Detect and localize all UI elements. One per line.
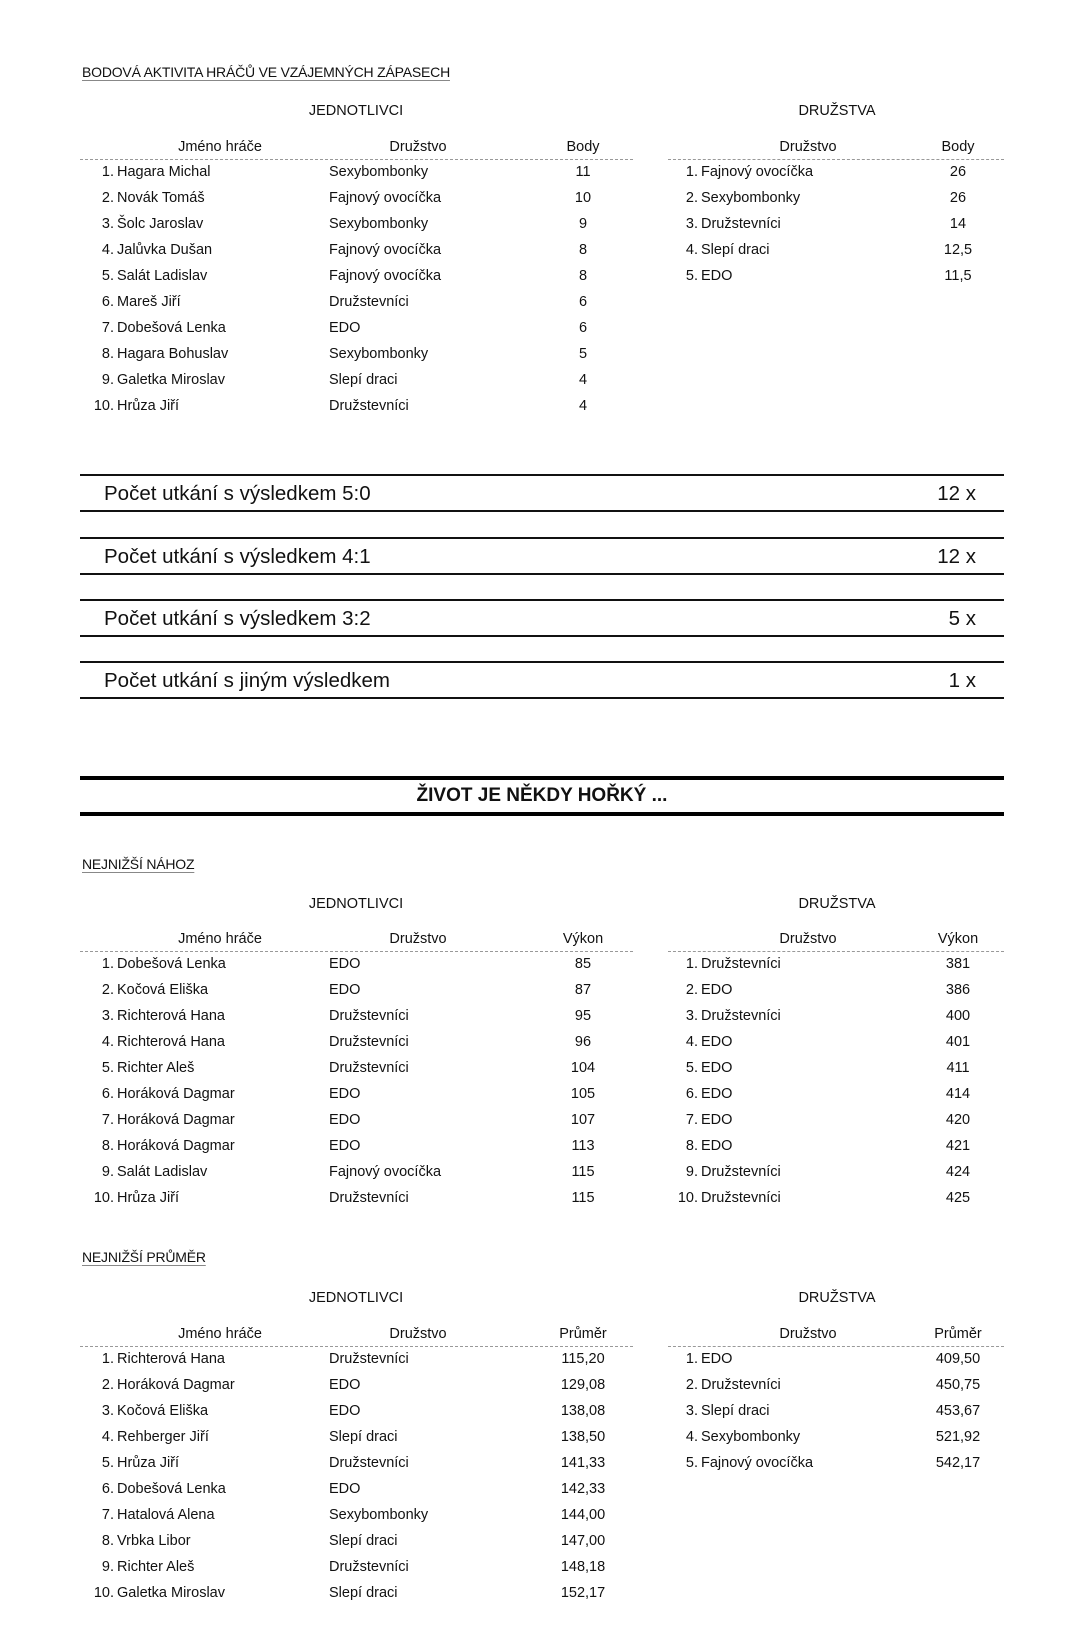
banner-title: ŽIVOT JE NĚKDY HOŘKÝ ... <box>416 785 668 806</box>
table-row <box>80 1477 633 1503</box>
table-row <box>80 1004 633 1030</box>
row-rank: 1. <box>101 956 114 972</box>
table-row <box>668 1082 1004 1108</box>
row-team: Družstevníci <box>329 1034 409 1050</box>
row-team: Družstevníci <box>701 956 781 972</box>
row-rank: 9. <box>685 1164 698 1180</box>
row-value: 115,20 <box>561 1351 605 1367</box>
row-rank: 1. <box>101 164 114 180</box>
teams-points-table <box>668 135 1004 290</box>
table-row <box>80 1425 633 1451</box>
table-row <box>668 1134 1004 1160</box>
row-player-name: Dobešová Lenka <box>117 1481 226 1497</box>
table-row <box>80 186 633 212</box>
row-value: 85 <box>574 956 592 972</box>
header-team: Družstvo <box>779 1326 837 1342</box>
row-team: Družstevníci <box>701 216 781 232</box>
table-row <box>668 1056 1004 1082</box>
row-rank: 2. <box>685 982 698 998</box>
table-header <box>668 135 1004 160</box>
table-row <box>668 1373 1004 1399</box>
row-value: 10 <box>574 190 592 206</box>
table-row <box>80 1399 633 1425</box>
table-row <box>80 290 633 316</box>
table-row <box>668 952 1004 978</box>
row-player-name: Šolc Jaroslav <box>117 216 204 232</box>
table-row <box>80 238 633 264</box>
row-rank: 6. <box>101 1481 114 1497</box>
row-value: 409,50 <box>935 1351 981 1367</box>
row-rank: 7. <box>101 320 114 336</box>
table-row <box>80 1555 633 1581</box>
row-value: 87 <box>574 982 592 998</box>
row-player-name: Richterová Hana <box>117 1034 225 1050</box>
row-player-name: Vrbka Libor <box>117 1533 191 1549</box>
result-label: Počet utkání s výsledkem 5:0 <box>104 482 371 505</box>
row-rank: 4. <box>685 1034 698 1050</box>
row-value: 11 <box>575 164 591 180</box>
row-rank: 8. <box>685 1138 698 1154</box>
row-team: Sexybombonky <box>701 190 801 206</box>
row-rank: 8. <box>101 346 114 362</box>
row-rank: 2. <box>101 982 114 998</box>
row-player-name: Hatalová Alena <box>117 1507 215 1523</box>
row-rank: 3. <box>685 1403 698 1419</box>
row-player-name: Richterová Hana <box>117 1008 225 1024</box>
row-value: 4 <box>578 372 588 388</box>
row-rank: 1. <box>685 1351 698 1367</box>
table-row <box>668 212 1004 238</box>
table-row <box>80 1581 633 1607</box>
row-team: Fajnový ovocíčka <box>329 190 442 206</box>
row-player-name: Kočová Eliška <box>117 1403 209 1419</box>
row-team: EDO <box>701 1034 733 1050</box>
row-rank: 6. <box>685 1086 698 1102</box>
row-value: 450,75 <box>935 1377 981 1393</box>
table-row <box>668 1108 1004 1134</box>
row-rank: 2. <box>101 190 114 206</box>
row-value: 14 <box>949 216 967 232</box>
row-player-name: Galetka Miroslav <box>117 1585 225 1601</box>
row-rank: 10. <box>93 1585 114 1601</box>
row-rank: 6. <box>101 294 114 310</box>
row-rank: 8. <box>101 1138 114 1154</box>
row-team: Sexybombonky <box>329 1507 429 1523</box>
header-player-name: Jméno hráče <box>178 139 262 155</box>
row-value: 521,92 <box>935 1429 981 1445</box>
table-row <box>80 1347 633 1373</box>
table-row <box>668 264 1004 290</box>
row-rank: 9. <box>101 372 114 388</box>
row-team: Družstevníci <box>329 294 409 310</box>
row-team: Fajnový ovocíčka <box>329 268 442 284</box>
row-rank: 10. <box>93 398 114 414</box>
header-team: Družstvo <box>389 1326 447 1342</box>
row-player-name: Richterová Hana <box>117 1351 225 1367</box>
row-value: 138,50 <box>560 1429 606 1445</box>
section-title-points: BODOVÁ AKTIVITA HRÁČŮ VE VZÁJEMNÝCH ZÁPASECH <box>82 64 450 80</box>
row-value: 141,33 <box>560 1455 606 1471</box>
teams-title: DRUŽSTVA <box>798 1290 876 1306</box>
teams-title: DRUŽSTVA <box>798 896 876 912</box>
row-team: Fajnový ovocíčka <box>701 1455 814 1471</box>
section-title-lowest-average: NEJNIŽŠÍ PRŮMĚR <box>82 1249 206 1265</box>
row-team: Sexybombonky <box>329 164 429 180</box>
result-value: 1 x <box>948 669 976 692</box>
table-row <box>80 1160 633 1186</box>
individuals-lowest-throw-table <box>80 927 633 1212</box>
row-team: Sexybombonky <box>701 1429 801 1445</box>
row-value: 400 <box>945 1008 971 1024</box>
table-header <box>80 927 633 952</box>
row-team: Družstevníci <box>329 1455 409 1471</box>
row-rank: 10. <box>93 1190 114 1206</box>
row-rank: 7. <box>101 1507 114 1523</box>
row-player-name: Horáková Dagmar <box>117 1138 235 1154</box>
row-value: 115 <box>571 1164 595 1180</box>
row-value: 26 <box>949 164 967 180</box>
row-team: EDO <box>701 982 733 998</box>
table-row <box>80 1186 633 1212</box>
table-row <box>668 1425 1004 1451</box>
row-rank: 9. <box>101 1164 114 1180</box>
row-team: Družstevníci <box>701 1008 781 1024</box>
row-rank: 6. <box>101 1086 114 1102</box>
teams-lowest-average-table <box>668 1322 1004 1477</box>
row-player-name: Horáková Dagmar <box>117 1086 235 1102</box>
teams-lowest-throw-table <box>668 927 1004 1212</box>
header-team: Družstvo <box>779 139 837 155</box>
row-player-name: Hrůza Jiří <box>117 398 180 414</box>
row-rank: 5. <box>101 1060 114 1076</box>
row-player-name: Jalůvka Dušan <box>117 242 213 258</box>
row-player-name: Hagara Michal <box>117 164 211 180</box>
row-value: 142,33 <box>560 1481 606 1497</box>
table-row <box>80 394 633 420</box>
row-value: 138,08 <box>560 1403 606 1419</box>
row-rank: 4. <box>101 1429 114 1445</box>
row-team: Slepí draci <box>329 1533 398 1549</box>
row-value: 386 <box>945 982 971 998</box>
table-row <box>80 264 633 290</box>
table-row <box>80 1030 633 1056</box>
banner <box>80 776 1004 816</box>
result-count-4-1 <box>80 537 1004 575</box>
row-team: EDO <box>329 1403 361 1419</box>
row-rank: 3. <box>685 1008 698 1024</box>
row-team: EDO <box>701 1086 733 1102</box>
row-rank: 3. <box>101 1403 114 1419</box>
table-row <box>80 952 633 978</box>
table-row <box>668 1451 1004 1477</box>
table-row <box>668 186 1004 212</box>
table-row <box>668 1347 1004 1373</box>
row-value: 11,5 <box>944 268 972 284</box>
row-team: EDO <box>701 268 733 284</box>
row-team: EDO <box>329 982 361 998</box>
row-value: 4 <box>578 398 588 414</box>
table-row <box>80 1134 633 1160</box>
row-value: 5 <box>578 346 588 362</box>
row-team: Fajnový ovocíčka <box>701 164 814 180</box>
individuals-title: JEDNOTLIVCI <box>308 103 404 119</box>
row-value: 414 <box>945 1086 971 1102</box>
row-team: EDO <box>701 1138 733 1154</box>
row-player-name: Mareš Jiří <box>117 294 181 310</box>
row-rank: 7. <box>685 1112 698 1128</box>
row-team: Slepí draci <box>329 1585 398 1601</box>
row-value: 6 <box>578 320 588 336</box>
row-rank: 7. <box>101 1112 114 1128</box>
header-player-name: Jméno hráče <box>178 1326 262 1342</box>
row-rank: 5. <box>101 1455 114 1471</box>
row-value: 12,5 <box>943 242 973 258</box>
row-team: EDO <box>329 1377 361 1393</box>
result-value: 12 x <box>937 482 976 505</box>
row-value: 129,08 <box>560 1377 606 1393</box>
row-rank: 5. <box>685 1455 698 1471</box>
row-team: Družstevníci <box>329 1559 409 1575</box>
table-row <box>80 1451 633 1477</box>
row-rank: 3. <box>101 216 114 232</box>
row-team: Slepí draci <box>329 1429 398 1445</box>
header-team: Družstvo <box>779 931 837 947</box>
result-count-other <box>80 661 1004 699</box>
row-rank: 5. <box>685 268 698 284</box>
row-team: EDO <box>701 1351 733 1367</box>
row-rank: 4. <box>685 242 698 258</box>
row-team: EDO <box>701 1060 733 1076</box>
row-team: Slepí draci <box>701 1403 770 1419</box>
row-value: 107 <box>570 1112 596 1128</box>
row-team: Sexybombonky <box>329 216 429 232</box>
header-value: Průměr <box>559 1326 607 1342</box>
table-row <box>80 1373 633 1399</box>
row-player-name: Richter Aleš <box>117 1559 195 1575</box>
row-value: 9 <box>578 216 588 232</box>
row-player-name: Horáková Dagmar <box>117 1112 235 1128</box>
table-header <box>668 927 1004 952</box>
table-row <box>668 1030 1004 1056</box>
row-value: 411 <box>946 1060 970 1076</box>
row-value: 421 <box>945 1138 971 1154</box>
result-label: Počet utkání s výsledkem 3:2 <box>104 607 371 630</box>
table-row <box>80 1529 633 1555</box>
table-row <box>668 238 1004 264</box>
row-value: 453,67 <box>935 1403 981 1419</box>
table-row <box>668 1186 1004 1212</box>
row-team: EDO <box>701 1112 733 1128</box>
row-rank: 10. <box>677 1190 698 1206</box>
row-value: 542,17 <box>935 1455 981 1471</box>
row-team: EDO <box>329 320 361 336</box>
table-row <box>80 1056 633 1082</box>
row-team: Sexybombonky <box>329 346 429 362</box>
row-value: 147,00 <box>560 1533 606 1549</box>
result-label: Počet utkání s výsledkem 4:1 <box>104 545 371 568</box>
row-team: Slepí draci <box>701 242 770 258</box>
row-value: 113 <box>571 1138 595 1154</box>
table-row <box>80 1082 633 1108</box>
header-value: Body <box>941 139 975 155</box>
individuals-title: JEDNOTLIVCI <box>308 896 404 912</box>
row-player-name: Galetka Miroslav <box>117 372 225 388</box>
row-player-name: Salát Ladislav <box>117 268 208 284</box>
row-value: 144,00 <box>560 1507 606 1523</box>
result-count-5-0 <box>80 474 1004 512</box>
header-player-name: Jméno hráče <box>178 931 262 947</box>
row-player-name: Salát Ladislav <box>117 1164 208 1180</box>
header-value: Průměr <box>934 1326 982 1342</box>
row-player-name: Hrůza Jiří <box>117 1455 180 1471</box>
row-value: 105 <box>570 1086 596 1102</box>
row-player-name: Hrůza Jiří <box>117 1190 180 1206</box>
table-row <box>668 1160 1004 1186</box>
row-rank: 8. <box>101 1533 114 1549</box>
row-team: Družstevníci <box>329 1008 409 1024</box>
row-player-name: Dobešová Lenka <box>117 956 226 972</box>
row-value: 401 <box>945 1034 971 1050</box>
row-value: 152,17 <box>560 1585 606 1601</box>
row-team: EDO <box>329 1481 361 1497</box>
row-team: Fajnový ovocíčka <box>329 1164 442 1180</box>
row-rank: 4. <box>101 1034 114 1050</box>
row-team: Družstevníci <box>701 1164 781 1180</box>
row-rank: 5. <box>685 1060 698 1076</box>
individuals-title: JEDNOTLIVCI <box>308 1290 404 1306</box>
result-label: Počet utkání s jiným výsledkem <box>104 669 390 692</box>
table-row <box>80 978 633 1004</box>
table-row <box>80 1108 633 1134</box>
row-rank: 2. <box>685 1377 698 1393</box>
individuals-lowest-average-table <box>80 1322 633 1607</box>
table-row <box>80 342 633 368</box>
row-value: 420 <box>945 1112 971 1128</box>
table-row <box>668 1399 1004 1425</box>
table-row <box>668 160 1004 186</box>
row-value: 95 <box>574 1008 592 1024</box>
row-value: 381 <box>945 956 971 972</box>
table-row <box>80 1503 633 1529</box>
table-header <box>668 1322 1004 1347</box>
row-team: EDO <box>329 1086 361 1102</box>
teams-title: DRUŽSTVA <box>798 103 876 119</box>
row-value: 8 <box>578 242 588 258</box>
row-rank: 1. <box>101 1351 114 1367</box>
row-value: 115 <box>571 1190 595 1206</box>
row-team: EDO <box>329 956 361 972</box>
row-value: 96 <box>574 1034 592 1050</box>
row-rank: 5. <box>101 268 114 284</box>
row-rank: 9. <box>101 1559 114 1575</box>
row-value: 425 <box>945 1190 971 1206</box>
result-value: 12 x <box>937 545 976 568</box>
row-team: EDO <box>329 1112 361 1128</box>
row-rank: 1. <box>685 956 698 972</box>
row-team: Družstevníci <box>329 1060 409 1076</box>
row-team: Družstevníci <box>329 1351 409 1367</box>
header-value: Výkon <box>937 931 979 947</box>
row-team: EDO <box>329 1138 361 1154</box>
row-team: Družstevníci <box>329 1190 409 1206</box>
table-row <box>668 1004 1004 1030</box>
row-value: 104 <box>570 1060 596 1076</box>
row-value: 148,18 <box>560 1559 606 1575</box>
row-player-name: Horáková Dagmar <box>117 1377 235 1393</box>
section-title-lowest-throw: NEJNIŽŠÍ NÁHOZ <box>82 856 195 872</box>
row-player-name: Rehberger Jiří <box>117 1429 209 1445</box>
header-value: Body <box>566 139 600 155</box>
row-value: 424 <box>945 1164 971 1180</box>
table-header <box>80 1322 633 1347</box>
row-player-name: Richter Aleš <box>117 1060 195 1076</box>
row-player-name: Hagara Bohuslav <box>117 346 229 362</box>
row-rank: 1. <box>685 164 698 180</box>
table-row <box>668 978 1004 1004</box>
row-rank: 4. <box>685 1429 698 1445</box>
row-rank: 3. <box>101 1008 114 1024</box>
header-team: Družstvo <box>389 931 447 947</box>
row-value: 6 <box>578 294 588 310</box>
individuals-points-table <box>80 135 633 420</box>
row-rank: 3. <box>685 216 698 232</box>
row-rank: 2. <box>685 190 698 206</box>
row-player-name: Dobešová Lenka <box>117 320 226 336</box>
row-player-name: Novák Tomáš <box>117 190 205 206</box>
table-row <box>80 212 633 238</box>
row-team: Slepí draci <box>329 372 398 388</box>
row-team: Družstevníci <box>329 398 409 414</box>
header-team: Družstvo <box>389 139 447 155</box>
table-row <box>80 160 633 186</box>
table-row <box>80 368 633 394</box>
row-team: Družstevníci <box>701 1377 781 1393</box>
table-header <box>80 135 633 160</box>
result-count-3-2 <box>80 599 1004 637</box>
header-value: Výkon <box>562 931 604 947</box>
row-value: 8 <box>578 268 588 284</box>
row-rank: 4. <box>101 242 114 258</box>
table-row <box>80 316 633 342</box>
row-rank: 2. <box>101 1377 114 1393</box>
row-team: Fajnový ovocíčka <box>329 242 442 258</box>
result-value: 5 x <box>948 607 976 630</box>
row-team: Družstevníci <box>701 1190 781 1206</box>
row-player-name: Kočová Eliška <box>117 982 209 998</box>
row-value: 26 <box>949 190 967 206</box>
